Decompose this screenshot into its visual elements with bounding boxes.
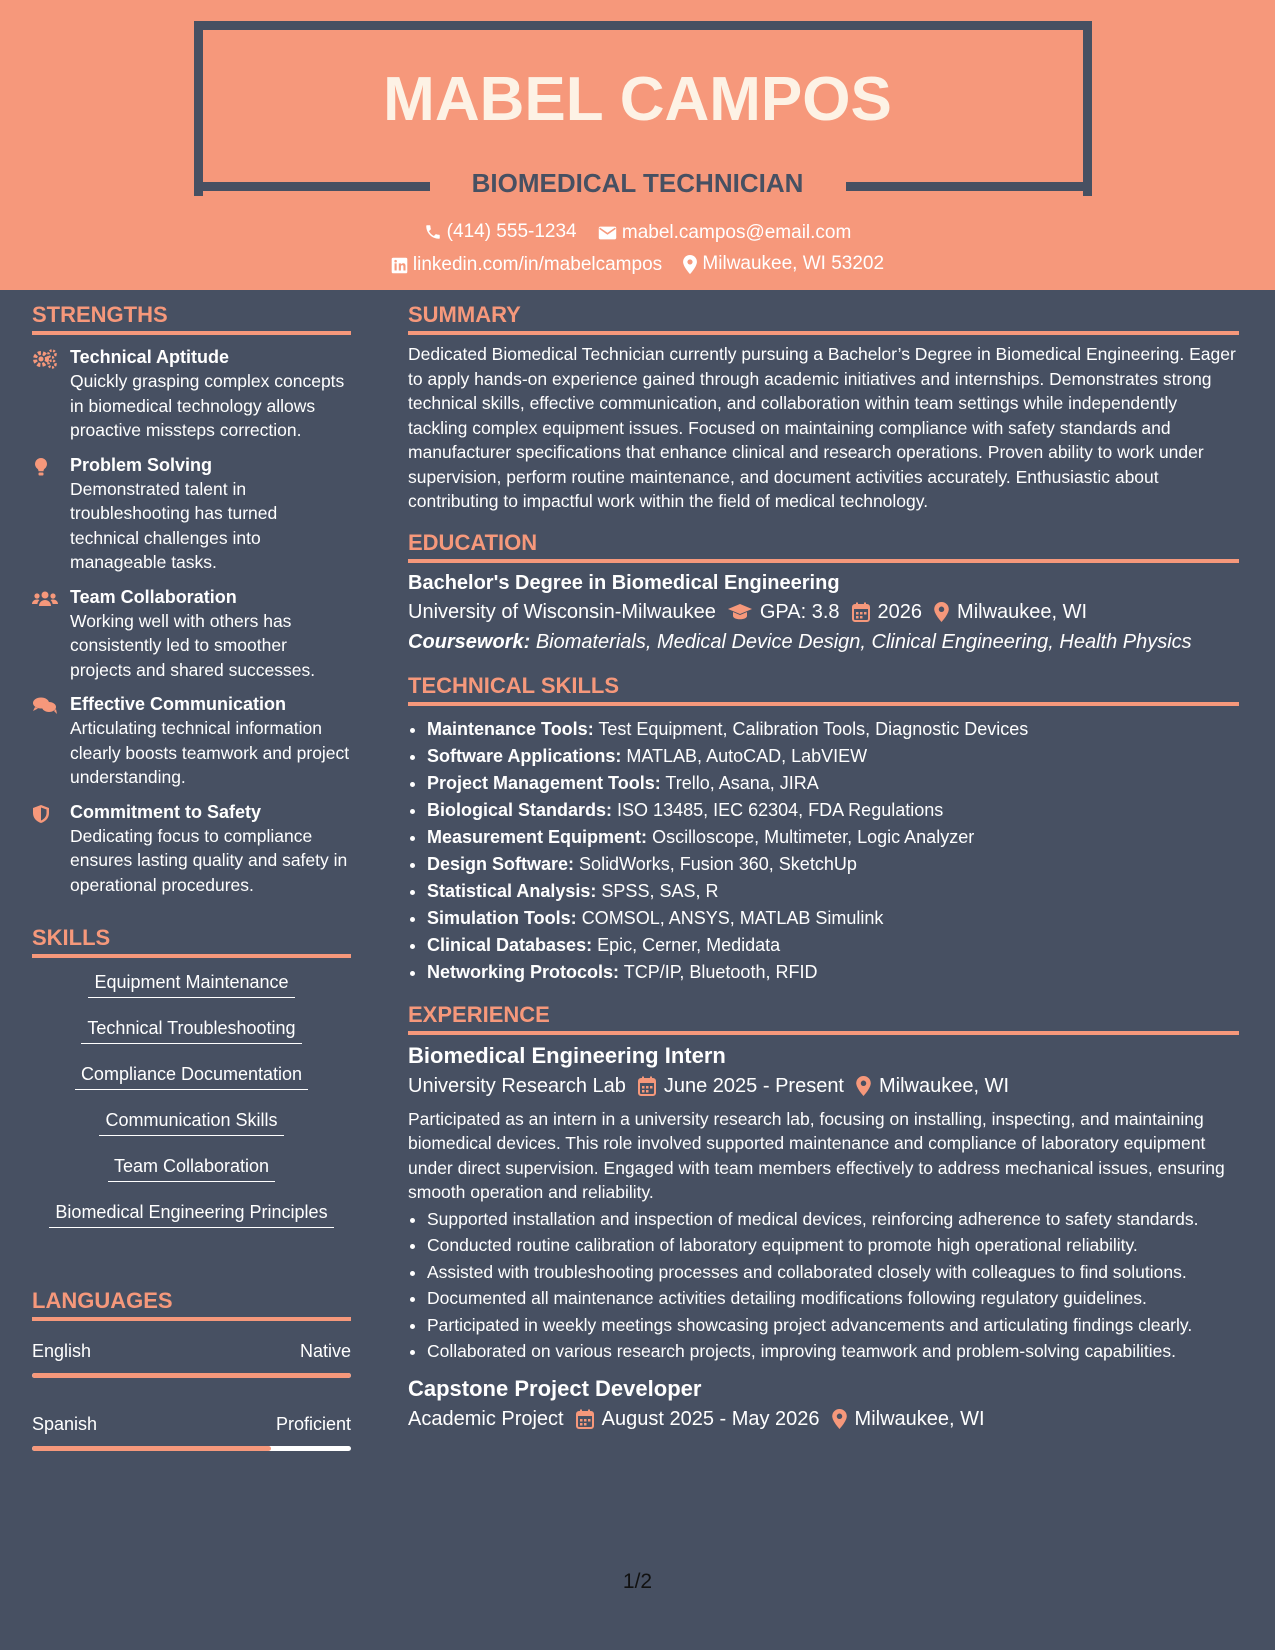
map-pin-icon (683, 255, 697, 274)
skill-value: Test Equipment, Calibration Tools, Diagnostic Devices (598, 718, 1029, 739)
skill-value: Oscilloscope, Multimeter, Logic Analyzer (652, 826, 975, 847)
map-pin-icon (934, 602, 949, 622)
calendar-icon (852, 602, 870, 622)
education-meta (408, 597, 1239, 627)
skill-tag: Communication Skills (99, 1108, 283, 1136)
skill-label: Clinical Databases: (427, 934, 593, 955)
skill-value: TCP/IP, Bluetooth, RFID (623, 961, 818, 982)
linkedin-icon (391, 257, 408, 274)
language-item (32, 1339, 351, 1378)
strength-title: Technical Aptitude (70, 347, 230, 367)
section-title-strengths: STRENGTHS (32, 300, 351, 335)
contact-email[interactable] (598, 220, 851, 246)
job-title: Biomedical Engineering Intern (408, 1042, 726, 1068)
section-title-technical-skills: TECHNICAL SKILLS (408, 671, 1239, 706)
skills-list (32, 970, 351, 1246)
job-bullets (408, 1207, 1239, 1364)
skill-label: Software Applications: (427, 745, 622, 766)
calendar-icon (638, 1076, 656, 1096)
skill-tag: Equipment Maintenance (88, 970, 294, 998)
language-name: English (32, 1341, 92, 1361)
list-item: • Supported installation and inspection of medical devices, reinforcing adherence to safety standards. (427, 1207, 1239, 1232)
skill-value: SolidWorks, Fusion 360, SketchUp (579, 853, 857, 874)
list-item (427, 716, 1239, 743)
skill-value: Epic, Cerner, Medidata (597, 934, 781, 955)
contact-row (0, 219, 1275, 249)
skill-value: ISO 13485, IEC 62304, FDA Regulations (617, 799, 944, 820)
list-item: • Assisted with troubleshooting processes and collaborated closely with colleagues to find solutions. (427, 1260, 1239, 1285)
resume-header (0, 0, 1275, 290)
education-degree: Bachelor's Degree in Biomedical Engineering (408, 571, 840, 594)
contact-location (683, 251, 884, 277)
summary-text: Dedicated Biomedical Technician currently pursuing a Bachelor’s Degree in Biomedical Engineering. Eager to apply hands-on experience gained through academic initiatives and internships. Demonstrates strong technical skills, effective communication, and collaboration within team settings while independently tackling complex equipment issues. Focused on maintaining compliance with safety standards and manufacturer specifications that enhance clinical and research operations. Proven ability to work under supervision, perform routine maintenance, and document activities accurately. Enthusiastic about contributing to impactful work within the field of medical technology. (408, 344, 1236, 511)
language-bar-fill (32, 1373, 351, 1378)
section-title-summary: SUMMARY (408, 300, 1239, 335)
strength-item (32, 453, 351, 575)
gears-icon (32, 349, 58, 369)
education-gpa: GPA: 3.8 (759, 600, 840, 623)
job-dates: August 2025 - May 2026 (601, 1407, 820, 1430)
lightbulb-icon (32, 457, 58, 477)
list-item (427, 824, 1239, 851)
candidate-name: MABEL CAMPOS (383, 65, 892, 134)
skill-label: Maintenance Tools: (427, 718, 594, 739)
users-icon (32, 589, 58, 609)
skill-label: Design Software: (427, 853, 575, 874)
skill-label: Project Management Tools: (427, 772, 661, 793)
strength-item (32, 345, 351, 443)
skill-value: COMSOL, ANSYS, MATLAB Simulink (581, 907, 884, 928)
graduation-cap-icon (728, 603, 752, 621)
location-text: Milwaukee, WI 53202 (702, 253, 885, 274)
job-meta (408, 1071, 1239, 1101)
list-item: • Documented all maintenance activities detailing modifications following regulatory guidelines. (427, 1286, 1239, 1311)
strength-item (32, 800, 351, 898)
language-level: Native (299, 1341, 351, 1361)
linkedin-text: linkedin.com/in/mabelcampos (412, 254, 663, 275)
skill-label: Biological Standards: (427, 799, 613, 820)
education-year: 2026 (877, 600, 923, 623)
phone-text: (414) 555-1234 (446, 221, 577, 242)
right-column (408, 300, 1239, 1434)
language-list (32, 1339, 351, 1451)
job-org: University Research Lab (408, 1074, 626, 1097)
skill-label: Measurement Equipment: (427, 826, 648, 847)
contact-phone[interactable] (424, 219, 577, 245)
list-item (427, 905, 1239, 932)
strength-item (32, 585, 351, 683)
job-org: Academic Project (408, 1407, 564, 1430)
job-description: Participated as an intern in a university research lab, focusing on installing, inspecting, and maintaining biomedical devices. This role involved supported maintenance and compliance of laboratory equipment under direct supervision. Engaged with team members effectively to address mechanical issues, ensuring smooth operation and reliability. (408, 1108, 1225, 1202)
strength-title: Effective Communication (70, 694, 287, 714)
strength-desc: Quickly grasping complex concepts in biomedical technology allows proactive missteps correction. (70, 371, 345, 440)
job-location: Milwaukee, WI (879, 1074, 1010, 1097)
strength-desc: Articulating technical information clearly boosts teamwork and project understanding. (70, 718, 350, 787)
list-item: • Conducted routine calibration of laboratory equipment to promote high operational reliability. (427, 1233, 1239, 1258)
list-item: • Participated in weekly meetings showcasing project advancements and articulating findings clearly. (427, 1313, 1239, 1338)
envelope-icon (598, 225, 617, 241)
map-pin-icon (832, 1409, 847, 1429)
job-location: Milwaukee, WI (854, 1407, 985, 1430)
candidate-role: BIOMEDICAL TECHNICIAN (471, 168, 804, 198)
section-title-education: EDUCATION (408, 528, 1239, 563)
list-item (427, 797, 1239, 824)
language-level: Proficient (275, 1414, 351, 1434)
skill-label: Networking Protocols: (427, 961, 620, 982)
technical-skills-list (408, 716, 1239, 986)
map-pin-icon (856, 1076, 871, 1096)
list-item: • Collaborated on various research projects, improving teamwork and problem-solving capabilities. (427, 1339, 1239, 1364)
coursework-label: Coursework: (408, 630, 531, 653)
skill-label: Simulation Tools: (427, 907, 577, 928)
experience-entry (408, 1374, 1239, 1434)
strength-desc: Working well with others has consistently led to smoother projects and shared successes. (70, 610, 316, 680)
education-school: University of Wisconsin-Milwaukee (408, 600, 716, 623)
section-title-skills: SKILLS (32, 923, 351, 958)
list-item (427, 959, 1239, 986)
strength-desc: Demonstrated talent in troubleshooting has turned technical challenges into manageable tasks. (70, 478, 278, 572)
list-item (427, 770, 1239, 797)
list-item (427, 878, 1239, 905)
page-number: 1/2 (622, 1570, 653, 1593)
calendar-icon (576, 1409, 594, 1429)
skill-value: MATLAB, AutoCAD, LabVIEW (626, 745, 868, 766)
language-item (32, 1412, 351, 1451)
contact-row (0, 251, 1275, 282)
strength-title: Team Collaboration (70, 586, 237, 607)
education-coursework (408, 627, 1239, 657)
comments-icon (32, 696, 58, 716)
coursework-list: Biomaterials, Medical Device Design, Clinical Engineering, Health Physics (535, 630, 1192, 653)
skill-tag: Team Collaboration (108, 1154, 275, 1182)
skill-tag: Technical Troubleshooting (81, 1016, 301, 1044)
language-bar (32, 1446, 351, 1451)
shield-icon (32, 804, 58, 824)
language-bar-fill (32, 1446, 271, 1451)
skill-value: SPSS, SAS, R (601, 880, 719, 901)
section-title-experience: EXPERIENCE (408, 1000, 1239, 1035)
strength-item (32, 692, 351, 790)
language-name: Spanish (32, 1414, 98, 1434)
job-title: Capstone Project Developer (408, 1375, 702, 1401)
job-meta (408, 1404, 1239, 1434)
list-item (427, 743, 1239, 770)
skill-tag: Compliance Documentation (75, 1062, 308, 1090)
language-bar (32, 1373, 351, 1378)
phone-icon (424, 223, 442, 241)
list-item (427, 851, 1239, 878)
section-title-languages: LANGUAGES (32, 1286, 351, 1321)
skill-tag: Biomedical Engineering Principles (49, 1200, 333, 1228)
left-column (32, 300, 351, 1485)
strength-title: Problem Solving (70, 454, 213, 475)
email-text: mabel.campos@email.com (621, 222, 852, 243)
job-dates: June 2025 - Present (663, 1074, 844, 1097)
list-item (427, 932, 1239, 959)
skill-value: Trello, Asana, JIRA (665, 772, 819, 793)
contact-linkedin[interactable] (391, 252, 662, 278)
education-location: Milwaukee, WI (957, 600, 1088, 623)
experience-entry (408, 1041, 1239, 1364)
skill-label: Statistical Analysis: (427, 880, 597, 901)
strength-title: Commitment to Safety (70, 801, 262, 822)
strength-desc: Dedicating focus to compliance ensures lasting quality and safety in operational procedures. (70, 825, 348, 895)
